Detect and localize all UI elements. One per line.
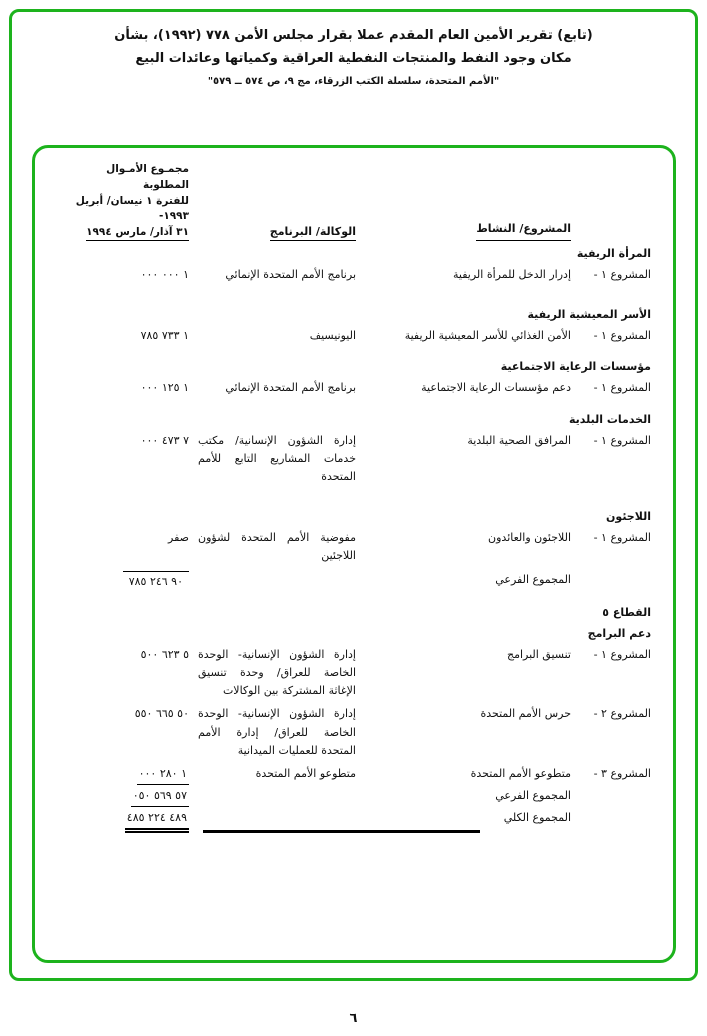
amount-cell: [71, 765, 189, 785]
table-row: [75, 266, 651, 284]
agency-cell: برنامج الأمم المتحدة الإنمائي: [225, 267, 356, 281]
project-cell: [365, 432, 651, 486]
subtotal-label: المجموع الفرعي: [495, 788, 571, 802]
section-title-rural-women: المرأة الريفية: [576, 246, 651, 260]
amount-value: ٧ ٤٧٣ ٠٠٠: [140, 433, 189, 447]
header-source-citation: "الأمم المتحدة، سلسلة الكتب الزرقاء، مج ٩، ص ٥٧٤ ــ ٥٧٩": [207, 75, 500, 87]
amount-cell: [71, 705, 189, 759]
funds-table: [75, 162, 651, 833]
grand-total-amount-cell: [71, 809, 189, 833]
agency-cell: إدارة الشؤون الإنسانية- الوحدة الخاصة للعراق/ وحدة تنسيق الإغاثة المشتركة بين الوكالات: [198, 648, 356, 698]
grand-total-label: المجموع الكلي: [503, 811, 571, 825]
project-cell: [365, 765, 651, 785]
subtotal-amount-cell: [71, 571, 189, 591]
subtotal-row: [75, 571, 651, 591]
amount-header-line3: ٣١ آذار/ مارس ١٩٩٤: [71, 225, 189, 241]
project-cell: [365, 646, 651, 700]
table-row: [75, 379, 651, 397]
amount-cell: [71, 432, 189, 486]
col-header-agency: [198, 223, 356, 241]
agency-cell: إدارة الشؤون الإنسانية/ مكتب خدمات المشاريع التابع للأمم المتحدة: [198, 433, 356, 484]
project-description: متطوعو الأمم المتحدة: [470, 766, 571, 780]
amount-header-line1: مجمـوع الأمـوال المطلوبة: [106, 163, 189, 191]
section-title-social-welfare: مؤسسات الرعاية الاجتماعية: [500, 360, 651, 374]
amount-cell: [71, 327, 189, 345]
col-header-amount: [71, 162, 189, 241]
agency-cell: متطوعو الأمم المتحدة: [255, 766, 356, 780]
footer-divider-line: [203, 830, 480, 833]
project-description: دعم مؤسسات الرعاية الاجتماعية: [421, 381, 571, 395]
project-number: المشروع ١ -: [593, 381, 651, 395]
amount-value: ٥ ٦٢٣ ٥٠٠: [140, 648, 189, 661]
amount-cell: [71, 266, 189, 284]
subtotal-label: المجموع الفرعي: [495, 572, 571, 586]
amount-cell: [71, 529, 189, 565]
project-cell: [365, 705, 651, 759]
agency-cell-empty: [198, 571, 356, 591]
header-title-line1: (تابع) تقرير الأمين العام المقدم عملا بقرار مجلس الأمن ٧٧٨ (١٩٩٢)، بشأن: [114, 28, 593, 43]
section-title-rural-households: الأسر المعيشية الريفية: [527, 308, 651, 322]
subtotal-row: [75, 787, 651, 807]
subtotal-amount: ٥٧ ٥٦٩ ٠٥٠: [131, 787, 189, 807]
funds-table-frame: [32, 145, 676, 963]
col-header-agency-label: الوكالة/ البرنامج: [270, 225, 356, 241]
project-description: الأمن الغذائي للأسر المعيشية الريفية: [404, 329, 571, 343]
header-title-line2: مكان وجود النفط والمنتجات النفطية العراقية وكمياتها وعائدات البيع: [135, 51, 572, 67]
agency-cell: إدارة الشؤون الإنسانية- الوحدة الخاصة للعراق/ إدارة الأمم المتحدة للعمليات الميدانية: [198, 707, 356, 757]
table-row: [75, 327, 651, 345]
project-cell: [365, 529, 651, 565]
col-header-project: [365, 220, 571, 241]
project-description: حرس الأمم المتحدة: [480, 707, 571, 721]
subtotal-amount-cell: [71, 787, 189, 807]
amount-value: ١ ١٢٥ ٠٠٠: [140, 381, 189, 395]
project-number: المشروع ١ -: [593, 267, 651, 281]
project-description: اللاجئون والعائدون: [488, 531, 571, 545]
amount-value: ١ ٢٨٠ ٠٠٠: [137, 765, 189, 785]
agency-cell-empty: [198, 787, 356, 807]
amount-cell: [71, 379, 189, 397]
project-number: المشروع ٣ -: [593, 766, 651, 780]
table-header-row: [75, 162, 651, 241]
amount-value: صفر: [168, 531, 189, 545]
project-number: المشروع ١ -: [593, 648, 651, 661]
project-number: المشروع ١ -: [593, 531, 651, 545]
project-description: تنسيق البرامج: [506, 648, 571, 661]
amount-value: ١ ٠٠٠ ٠٠٠: [140, 267, 189, 281]
section-title-refugees: اللاجئون: [606, 510, 651, 524]
agency-cell: مفوضية الأمم المتحدة لشؤون اللاجئين: [198, 531, 356, 563]
page-number: ٦: [349, 1011, 358, 1026]
project-cell: [365, 327, 651, 345]
project-number: المشروع ١ -: [593, 329, 651, 343]
agency-cell: اليونيسيف: [309, 329, 356, 343]
document-header: [0, 24, 707, 87]
project-description: المرافق الصحية البلدية: [467, 433, 571, 447]
subtotal-label-cell: [365, 787, 651, 807]
table-row: [75, 646, 651, 700]
project-number: المشروع ١ -: [593, 433, 651, 447]
col-header-project-label: المشروع/ النشاط: [476, 220, 571, 241]
subtotal-amount: ٩٠ ٢٤٦ ٧٨٥: [123, 571, 189, 591]
section-title-municipal-services: الخدمات البلدية: [568, 412, 651, 426]
project-description: إدرار الدخل للمرأة الريفية: [453, 267, 571, 281]
section-subtitle-programme-support: دعم البرامج: [587, 626, 651, 640]
amount-value: ٥٠ ٦٦٥ ٥٥٠: [134, 707, 189, 721]
table-row: [75, 705, 651, 759]
subtotal-label-cell: [365, 571, 651, 591]
grand-total-amount: ٤٨٩ ٢٢٤ ٤٨٥: [125, 809, 189, 833]
agency-cell: برنامج الأمم المتحدة الإنمائي: [225, 381, 356, 395]
table-row: [75, 432, 651, 486]
project-cell: [365, 379, 651, 397]
amount-value: ١ ٧٣٣ ٧٨٥: [140, 329, 189, 343]
project-number: المشروع ٢ -: [593, 707, 651, 721]
section-title-sector5: القطاع ٥: [602, 605, 651, 619]
project-cell: [365, 266, 651, 284]
amount-cell: [71, 646, 189, 700]
amount-header-line2: للفترة ١ نيسان/ أبريل ١٩٩٣-: [75, 194, 189, 223]
table-row: [75, 765, 651, 785]
table-row: [75, 529, 651, 565]
